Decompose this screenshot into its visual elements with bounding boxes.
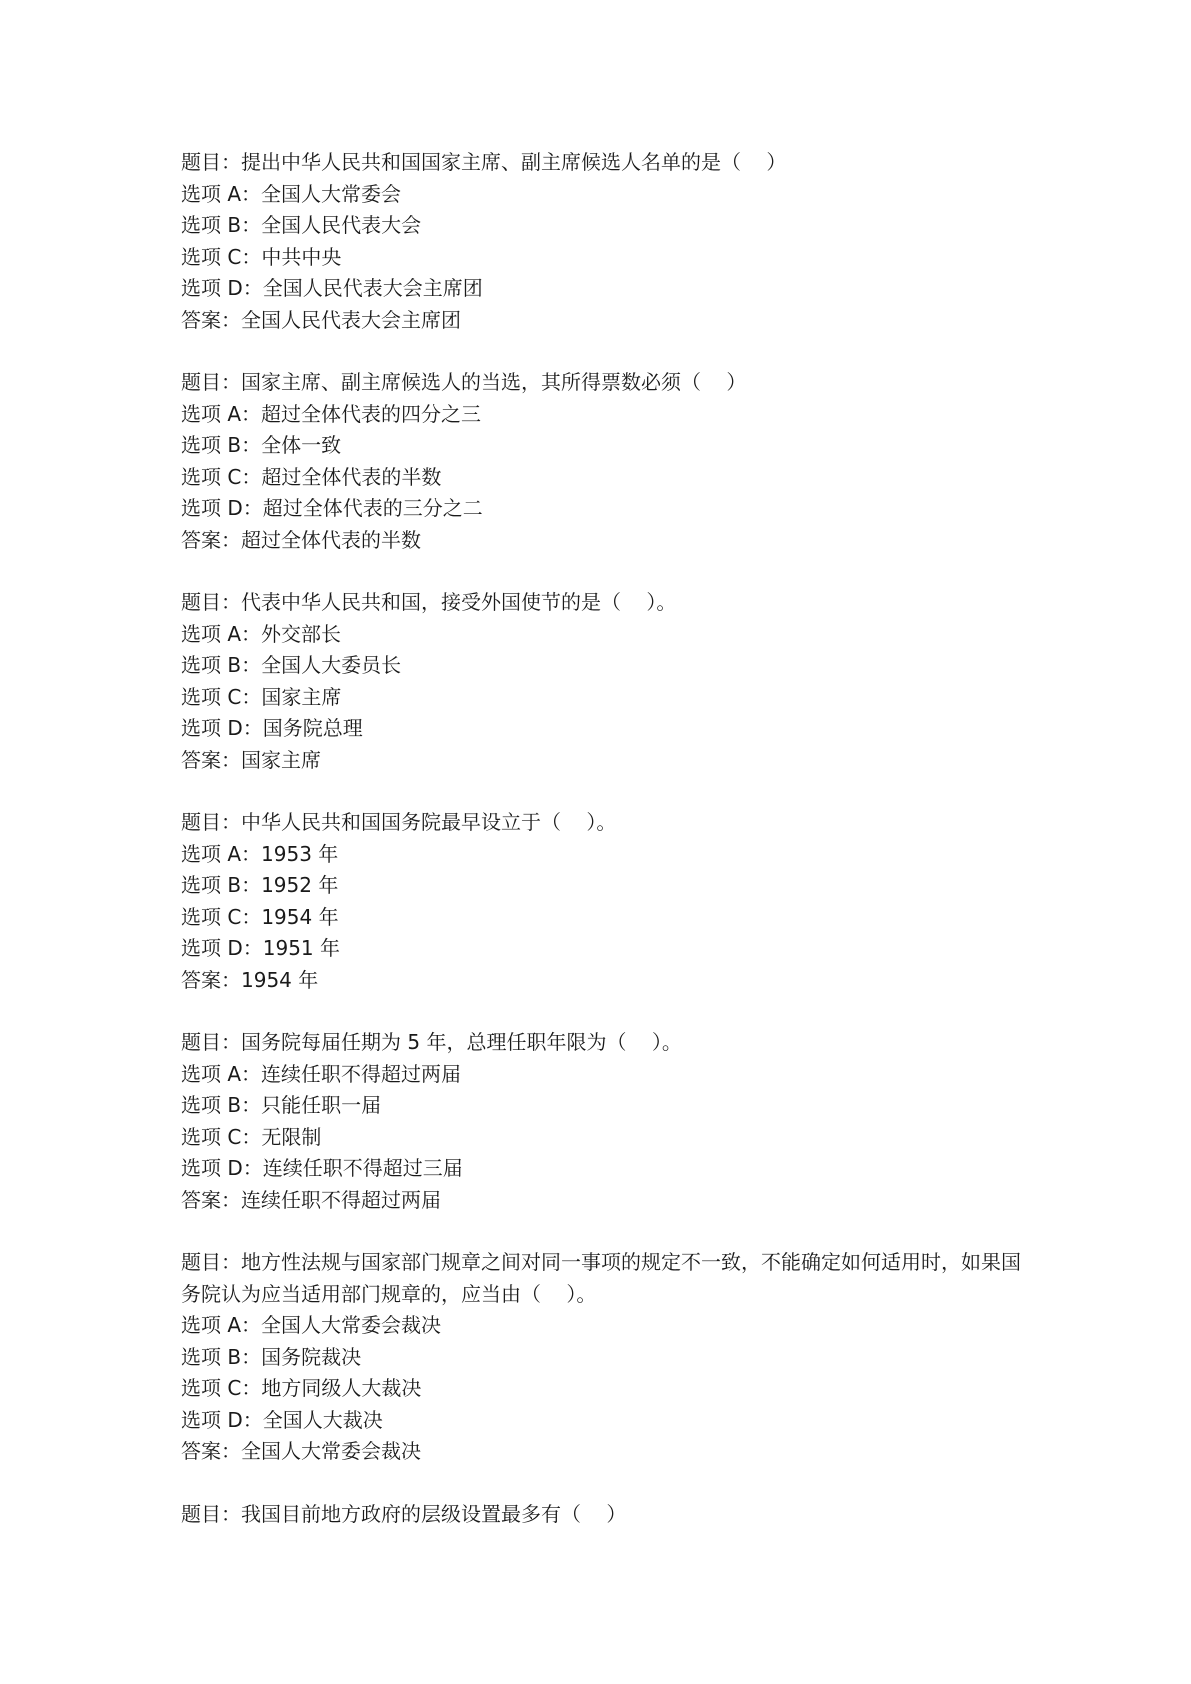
answer-text: 答案：全国人大常委会裁决 [181, 1439, 421, 1463]
option-c: 选项 C：1954 年 [181, 904, 339, 929]
answer-text: 答案：国家主席 [181, 747, 321, 772]
option-b: 选项 B：全国人大委员长 [181, 653, 402, 677]
option-a: 选项 A：超过全体代表的四分之三 [181, 401, 482, 426]
question-text: 题目：国务院每届任期为 5 年，总理任职年限为（ ）。 [181, 1030, 682, 1054]
answer-text: 答案：连续任职不得超过两届 [181, 1187, 441, 1212]
option-c: 选项 C：中共中央 [181, 244, 342, 269]
question-list [181, 147, 1021, 1561]
question-text: 题目：地方性法规与国家部门规章之间对同一事项的规定不一致，不能确定如何适用时，如果国务院认为应当适用部门规章的，应当由（ ）。 [181, 1250, 1021, 1306]
question-block [181, 587, 1021, 776]
option-d: 选项 D：国务院总理 [181, 716, 363, 740]
question-text: 题目：代表中华人民共和国，接受外国使节的是（ ）。 [181, 590, 677, 614]
option-b: 选项 B：只能任职一届 [181, 1093, 382, 1117]
option-d: 选项 D：1951 年 [181, 936, 341, 960]
option-a: 选项 A：全国人大常委会 [181, 181, 402, 206]
option-b: 选项 B：全体一致 [181, 433, 342, 457]
option-b: 选项 B：国务院裁决 [181, 1344, 362, 1369]
option-a: 选项 A：连续任职不得超过两届 [181, 1061, 462, 1086]
question-block [181, 807, 1021, 996]
option-c: 选项 C：国家主席 [181, 684, 342, 709]
option-c: 选项 C：超过全体代表的半数 [181, 464, 442, 489]
option-c: 选项 C：地方同级人大裁决 [181, 1376, 422, 1400]
option-b: 选项 B：1952 年 [181, 873, 339, 897]
question-text: 题目：国家主席、副主席候选人的当选，其所得票数必须（ ） [181, 370, 747, 394]
option-d: 选项 D：超过全体代表的三分之二 [181, 496, 483, 520]
option-b: 选项 B：全国人民代表大会 [181, 213, 422, 237]
option-d: 选项 D：全国人民代表大会主席团 [181, 276, 483, 300]
option-d: 选项 D：连续任职不得超过三届 [181, 1156, 463, 1180]
question-text: 题目：中华人民共和国国务院最早设立于（ ）。 [181, 810, 617, 834]
option-a: 选项 A：1953 年 [181, 841, 339, 866]
question-block [181, 147, 1021, 336]
option-a: 选项 A：外交部长 [181, 621, 342, 646]
option-a: 选项 A：全国人大常委会裁决 [181, 1313, 442, 1337]
question-text: 题目：提出中华人民共和国国家主席、副主席候选人名单的是（ ） [181, 150, 787, 174]
option-c: 选项 C：无限制 [181, 1124, 322, 1149]
option-d: 选项 D：全国人大裁决 [181, 1407, 383, 1432]
question-block [181, 1027, 1021, 1216]
question-block [181, 1247, 1021, 1468]
question-block [181, 1499, 1021, 1531]
answer-text: 答案：全国人民代表大会主席团 [181, 307, 461, 332]
answer-text: 答案：超过全体代表的半数 [181, 527, 421, 552]
answer-text: 答案：1954 年 [181, 967, 319, 992]
question-text: 题目：我国目前地方政府的层级设置最多有（ ） [181, 1501, 627, 1526]
question-block [181, 367, 1021, 556]
